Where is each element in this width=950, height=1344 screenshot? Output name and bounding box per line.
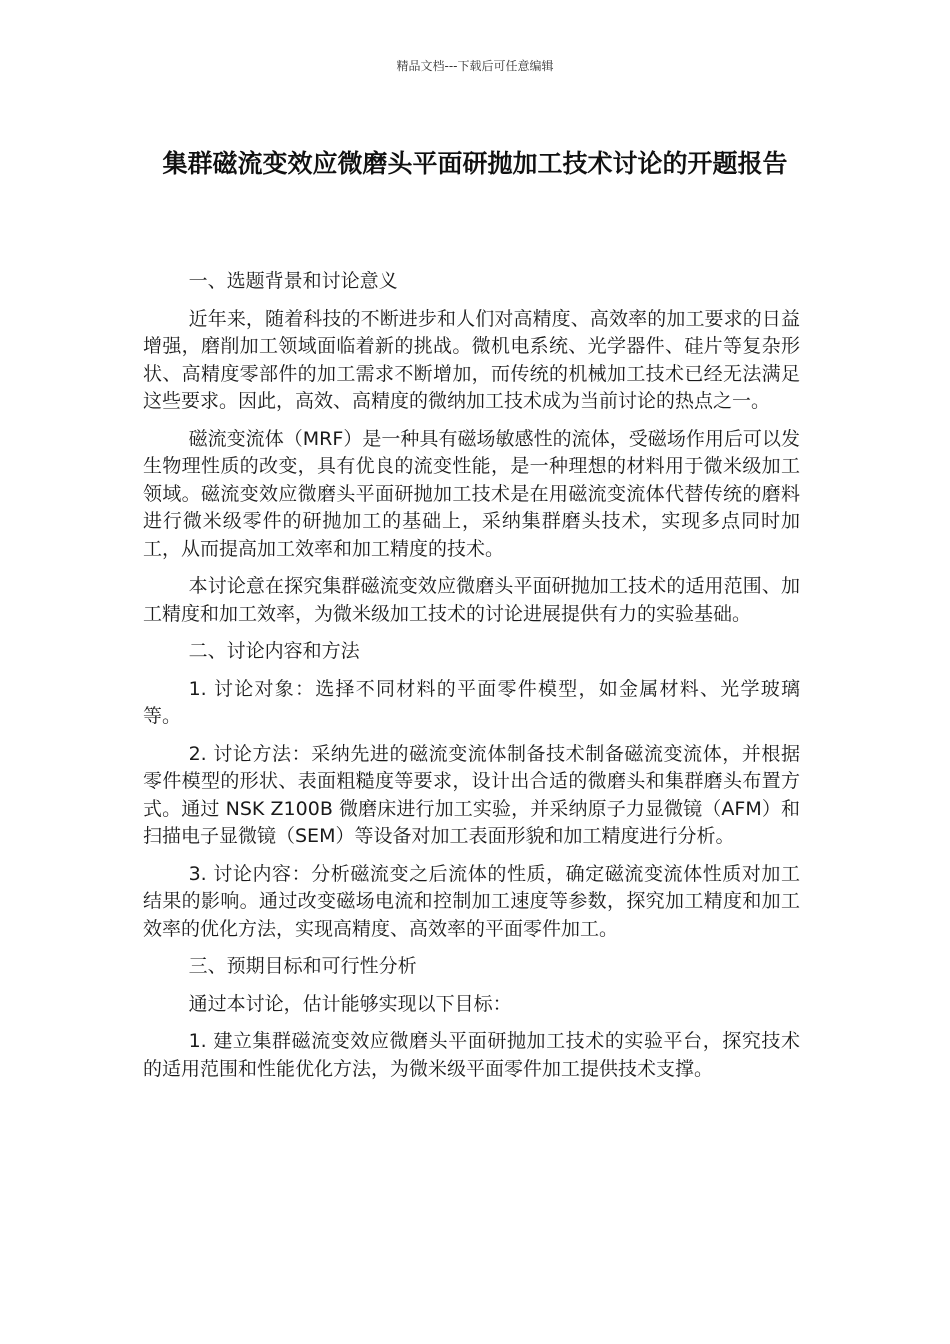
paragraph-goals-intro: 通过本讨论，估计能够实现以下目标： xyxy=(188,992,512,1015)
paragraph-background: 近年来，随着科技的不断进步和人们对高精度、高效率的加工要求的日益增强，磨削加工领域面临着新的挑战。微机电系统、光学器件、硅片等复杂形状、高精度零部件的加工需求不断增加，而传统的机械加工技术已经无法满足这些要求。因此，高效、高精度的微纳加工技术成为当前讨论的热点之一。 xyxy=(143,307,800,412)
page-header-note: 精品文档---下载后可任意编辑 xyxy=(396,59,554,73)
paragraph-research-method: 2. 讨论方法：采纳先进的磁流变流体制备技术制备磁流变流体，并根据零件模型的形状、表面粗糙度等要求，设计出合适的微磨头和集群磨头布置方式。通过 NSK Z100B 微磨床进行加工实验，并采纳原子力显微镜（AFM）和扫描电子显微镜（SEM）等设备对加工表面形貌和加工精度进行分析。 xyxy=(143,742,800,847)
document-title: 集群磁流变效应微磨头平面研抛加工技术讨论的开题报告 xyxy=(162,149,788,178)
paragraph-research-object: 1. 讨论对象：选择不同材料的平面零件模型，如金属材料、光学玻璃等。 xyxy=(143,677,800,727)
paragraph-goal-1: 1. 建立集群磁流变效应微磨头平面研抛加工技术的实验平台，探究技术的适用范围和性能优化方法，为微米级平面零件加工提供技术支撑。 xyxy=(143,1030,800,1080)
section-heading-1: 一、选题背景和讨论意义 xyxy=(188,270,398,292)
paragraph-research-content: 3. 讨论内容：分析磁流变之后流体的性质，确定磁流变流体性质对加工结果的影响。通过改变磁场电流和控制加工速度等参数，探究加工精度和加工效率的优化方法，实现高精度、高效率的平面零件加工。 xyxy=(143,862,800,940)
document-body xyxy=(143,268,800,1093)
section-heading-3: 三、预期目标和可行性分析 xyxy=(188,955,417,977)
section-heading-2: 二、讨论内容和方法 xyxy=(188,640,360,662)
paragraph-purpose: 本讨论意在探究集群磁流变效应微磨头平面研抛加工技术的适用范围、加工精度和加工效率，为微米级加工技术的讨论进展提供有力的实验基础。 xyxy=(143,575,800,625)
paragraph-mrf: 磁流变流体（MRF）是一种具有磁场敏感性的流体，受磁场作用后可以发生物理性质的改变，具有优良的流变性能，是一种理想的材料用于微米级加工领域。磁流变效应微磨头平面研抛加工技术是在用磁流变流体代替传统的磨料进行微米级零件的研抛加工的基础上，采纳集群磨头技术，实现多点同时加工，从而提高加工效率和加工精度的技术。 xyxy=(143,427,800,560)
